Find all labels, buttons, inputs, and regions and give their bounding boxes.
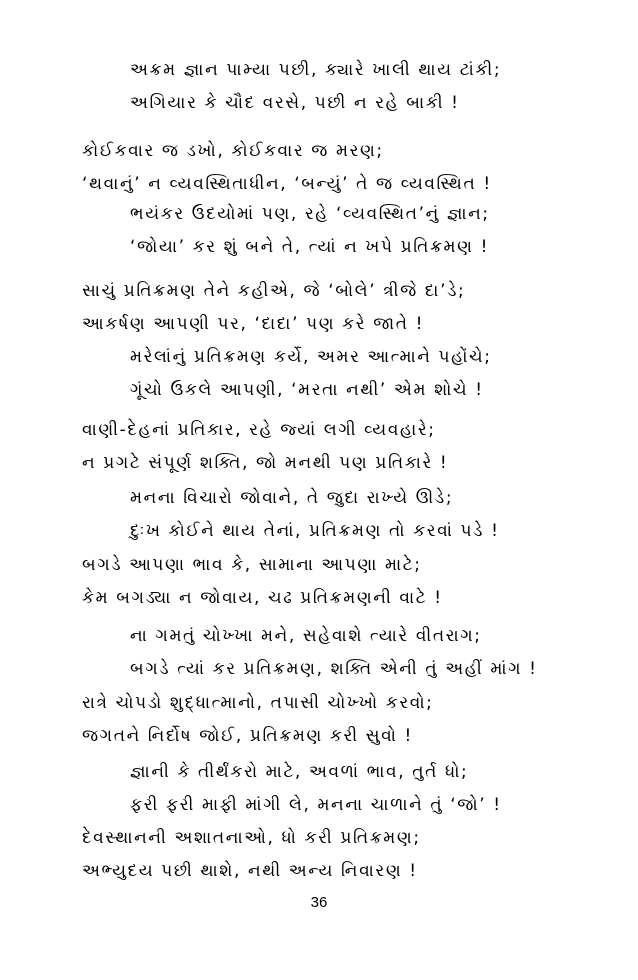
verse-line: અગિયાર કે ચૌદ વરસે, પછી ન રહે બાકી ! <box>130 93 460 113</box>
verse-line: ‘થવાનું’ ન વ્યવસ્થિતાધીન, ‘બન્યું’ તે જ વ્યવસ્થિત ! <box>82 174 492 194</box>
verse-line: બગડે આપણા ભાવ કે, સામાના આપણા માટે; <box>82 555 422 575</box>
verse-line: ફરી ફરી માફી માંગી લે, મનના ચાળાને તું ‘જો’ ! <box>130 795 502 815</box>
verse-line: ભયંકર ઉદયોમાં પણ, રહે ‘વ્યવસ્થિત’નું જ્ઞાન; <box>130 204 490 224</box>
verse-line: અક્રમ જ્ઞાન પામ્યા પછી, ક્યારે ખાલી થાય ટાંકી; <box>130 60 502 80</box>
verse-line: કોઈકવાર જ ડખો, કોઈકવાર જ મરણ; <box>82 141 384 161</box>
verse-line: મનના વિચારો જોવાને, તે જુદા રાખ્યે ઊડે; <box>130 488 454 508</box>
verse-line: ન પ્રગટે સંપૂર્ણ શક્તિ, જો મનથી પણ પ્રતિકારે ! <box>82 453 449 473</box>
verse-line: દેવસ્થાનની અશાતનાઓ, ધો કરી પ્રતિક્રમણ; <box>82 828 421 848</box>
verse-line: આકર્ષણ આપણી પર, ‘દાદા’ પણ કરે જાતે ! <box>82 314 425 334</box>
verse-line: વાણી-દેહનાં પ્રતિકાર, રહે જ્યાં લગી વ્યવહારે; <box>82 420 436 440</box>
verse-line: જ્ઞાની કે તીર્થંકરો માટે, અવળાં ભાવ, તુર્ત ધો; <box>130 762 469 782</box>
verse-line: બગડે ત્યાં કર પ્રતિક્રમણ, શક્તિ એની તું અહીં માંગ ! <box>130 659 538 679</box>
verse-line: રાત્રે ચોપડો શુદ્ધાત્માનો, તપાસી ચોખ્ખો કરવો; <box>82 693 434 713</box>
verse-line: દુઃખ કોઈને થાય તેનાં, પ્રતિક્રમણ તો કરવાં પડે ! <box>130 521 500 541</box>
page-number: 36 <box>310 894 328 911</box>
verse-line: સાચું પ્રતિક્રમણ તેને કહીએ, જે ‘બોલે’ ત્રીજે દા’ડે; <box>82 281 466 301</box>
verse-line: કેમ બગડ્યા ન જોવાય, ચઢ પ્રતિક્રમણની વાટે ! <box>82 588 443 608</box>
verse-line: જગતને નિર્દોષ જોઈ, પ્રતિક્રમણ કરી સુવો ! <box>82 726 413 746</box>
verse-line: મરેલાંનું પ્રતિક્રમણ કર્યે, અમર આત્માને પહોંચે; <box>130 347 492 367</box>
verse-line: અભ્યુદય પછી થાશે, નથી અન્ય નિવારણ ! <box>82 861 418 881</box>
verse-line: ‘જોયા’ કર શું બને તે, ત્યાં ન ખપે પ્રતિક્રમણ ! <box>130 237 490 257</box>
verse-line: ના ગમતું ચોખ્ખા મને, સહેવાશે ત્યારે વીતરાગ; <box>130 626 482 646</box>
verse-line: ગૂંચો ઉકલે આપણી, ‘મરતા નથી’ એમ શોચે ! <box>130 380 484 400</box>
